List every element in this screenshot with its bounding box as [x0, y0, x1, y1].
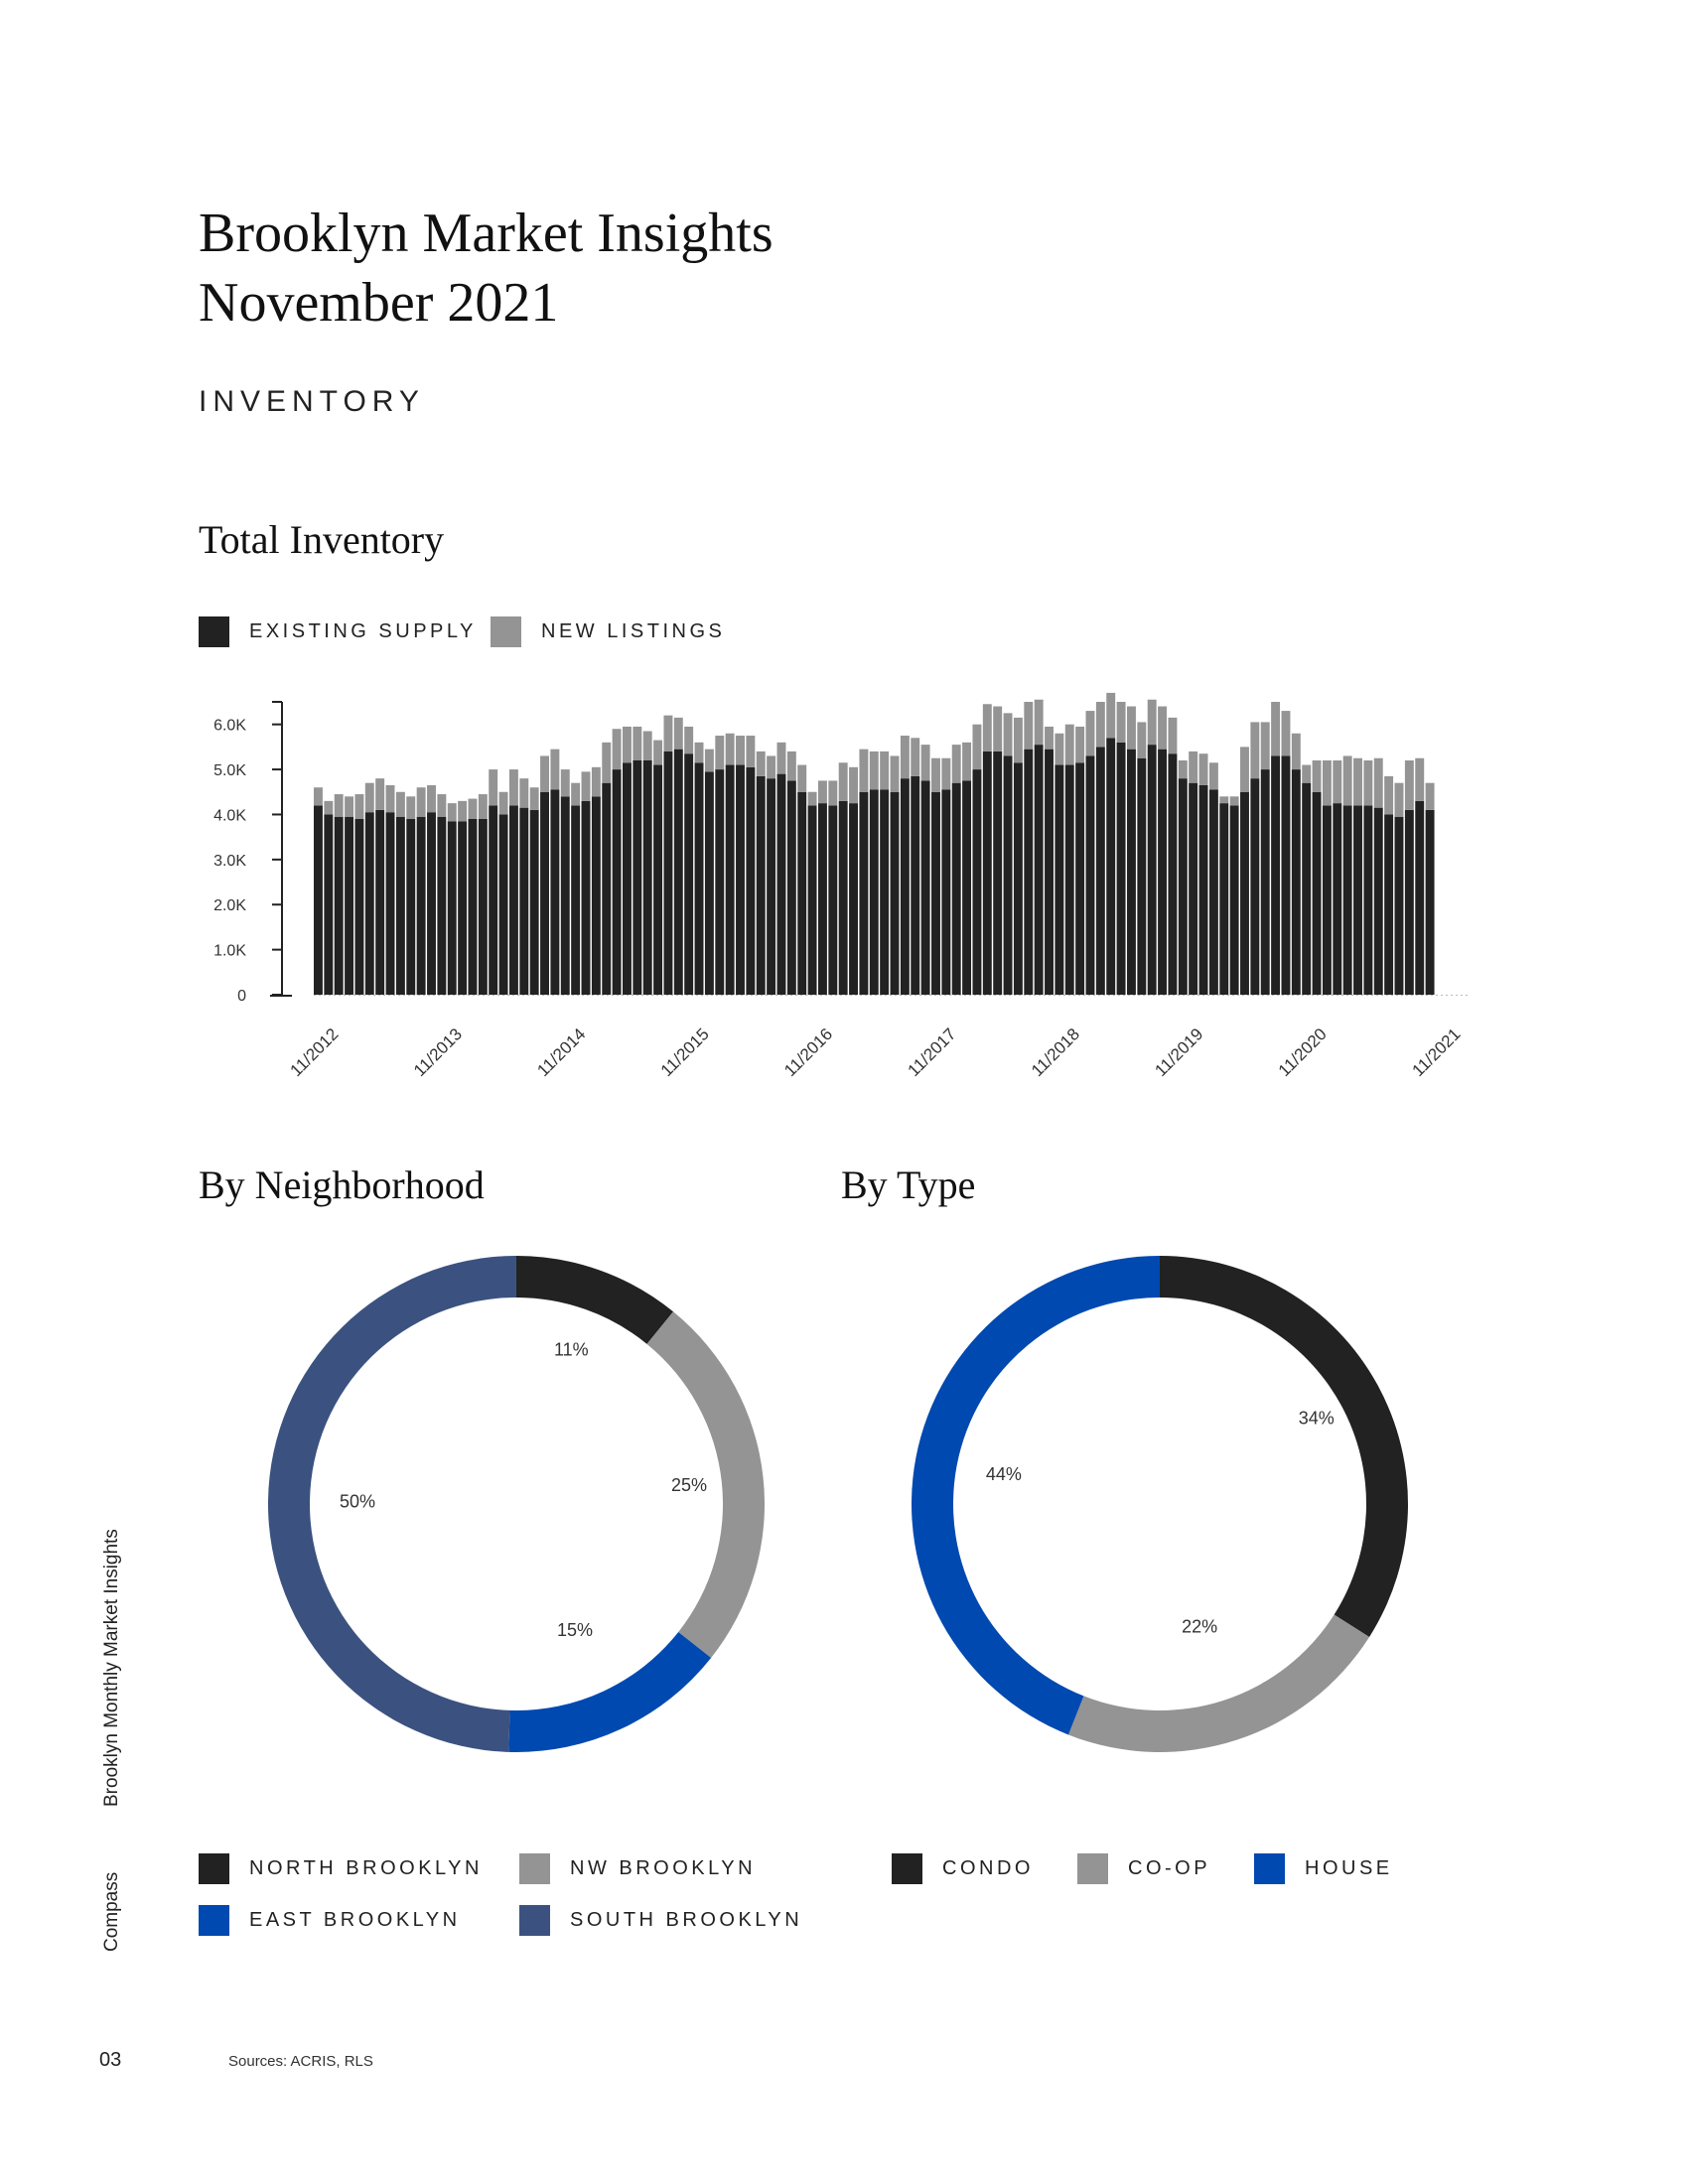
bar-existing-supply — [746, 767, 755, 995]
bar-existing-supply — [582, 801, 591, 995]
bar-existing-supply — [1189, 783, 1197, 995]
legend-swatch — [892, 1853, 922, 1884]
legend-label: EXISTING SUPPLY — [249, 620, 477, 642]
bar-existing-supply — [386, 812, 395, 995]
bar-new-listings — [1395, 783, 1404, 817]
bar-existing-supply — [1384, 814, 1393, 995]
bar-new-listings — [839, 762, 848, 801]
bar-existing-supply — [1230, 805, 1239, 995]
bar-existing-supply — [993, 751, 1002, 995]
bar-new-listings — [1199, 753, 1208, 785]
heading-by-neighborhood: By Neighborhood — [199, 1162, 485, 1207]
bar-new-listings — [870, 751, 879, 790]
bar-new-listings — [1292, 734, 1301, 769]
bar-new-listings — [1250, 722, 1259, 778]
donut-value-label: 25% — [670, 1474, 707, 1495]
bar-existing-supply — [1137, 758, 1146, 995]
x-tick-label: 11/2016 — [780, 1024, 837, 1081]
bar-new-listings — [1024, 702, 1033, 750]
sidebar-brand: Compass — [101, 1871, 122, 1952]
legend-east-brooklyn — [199, 1905, 461, 1936]
legend-label: NW BROOKLYN — [570, 1857, 757, 1879]
bar-new-listings — [726, 734, 735, 765]
bar-existing-supply — [509, 805, 518, 995]
bar-existing-supply — [448, 821, 457, 995]
bar-new-listings — [1219, 796, 1228, 803]
y-tick-label: 0 — [237, 988, 246, 1005]
bar-new-listings — [1282, 711, 1291, 755]
bar-existing-supply — [623, 762, 632, 995]
sources-note: Sources: ACRIS, RLS — [228, 2053, 373, 2070]
bar-existing-supply — [1405, 810, 1414, 995]
bar-new-listings — [509, 769, 518, 805]
bar-existing-supply — [592, 796, 601, 995]
bar-new-listings — [684, 727, 693, 753]
bar-new-listings — [849, 767, 858, 803]
bar-existing-supply — [1117, 743, 1126, 995]
heading-by-type: By Type — [841, 1162, 976, 1207]
bar-existing-supply — [859, 792, 868, 995]
bar-existing-supply — [458, 821, 467, 995]
bar-new-listings — [705, 750, 714, 772]
bar-existing-supply — [674, 750, 683, 995]
bar-existing-supply — [828, 805, 837, 995]
bar-new-listings — [386, 785, 395, 812]
bar-existing-supply — [1055, 765, 1063, 995]
bar-existing-supply — [437, 817, 446, 995]
bar-new-listings — [901, 736, 910, 778]
donut-slice-south-brooklyn — [268, 1256, 516, 1752]
bar-existing-supply — [931, 792, 940, 995]
bar-new-listings — [952, 745, 961, 783]
bar-existing-supply — [469, 819, 478, 995]
bar-new-listings — [540, 755, 549, 791]
bar-new-listings — [1179, 760, 1188, 778]
bar-new-listings — [1168, 718, 1177, 753]
bar-new-listings — [1363, 760, 1372, 805]
page-number: 03 — [99, 2049, 122, 2071]
bar-new-listings — [797, 765, 806, 792]
bar-new-listings — [345, 796, 353, 816]
bar-existing-supply — [417, 817, 426, 995]
legend-nw-brooklyn — [519, 1853, 756, 1884]
bar-existing-supply — [1004, 755, 1013, 995]
legend-label: CO-OP — [1128, 1857, 1211, 1879]
bar-new-listings — [1127, 707, 1136, 750]
bar-new-listings — [911, 738, 919, 776]
bar-new-listings — [818, 780, 827, 803]
bar-new-listings — [972, 725, 981, 769]
bar-new-listings — [314, 787, 323, 805]
bar-existing-supply — [1096, 747, 1105, 995]
bar-new-listings — [324, 801, 333, 815]
bar-existing-supply — [787, 780, 796, 995]
bar-existing-supply — [1199, 785, 1208, 995]
bar-existing-supply — [736, 765, 745, 995]
bar-existing-supply — [880, 790, 889, 996]
bar-existing-supply — [921, 780, 930, 995]
bar-existing-supply — [818, 803, 827, 995]
legend-north-brooklyn — [199, 1853, 483, 1884]
bar-new-listings — [1096, 702, 1105, 747]
bar-new-listings — [1065, 725, 1074, 765]
y-tick-label: 3.0K — [213, 852, 246, 870]
donut-slice-east-brooklyn — [508, 1632, 711, 1752]
y-tick-label: 6.0K — [213, 717, 246, 735]
bar-new-listings — [1323, 760, 1332, 805]
y-tick-label: 5.0K — [213, 762, 246, 780]
title-line-1: Brooklyn Market Insights — [199, 203, 774, 264]
bar-new-listings — [479, 794, 488, 819]
bar-existing-supply — [561, 796, 570, 995]
bar-existing-supply — [911, 776, 919, 995]
bar-existing-supply — [1086, 755, 1095, 995]
bar-existing-supply — [1158, 750, 1167, 995]
bar-new-listings — [1117, 702, 1126, 743]
legend-label: EAST BROOKLYN — [249, 1909, 461, 1931]
bar-new-listings — [695, 743, 704, 762]
bar-new-listings — [1426, 783, 1435, 810]
bar-new-listings — [1209, 762, 1218, 789]
bar-existing-supply — [839, 801, 848, 995]
bar-new-listings — [582, 771, 591, 801]
donut-slice-north-brooklyn — [516, 1256, 673, 1344]
bar-new-listings — [448, 803, 457, 821]
bar-new-listings — [396, 792, 405, 817]
legend-label: NORTH BROOKLYN — [249, 1857, 483, 1879]
bar-existing-supply — [952, 783, 961, 995]
bar-new-listings — [427, 785, 436, 812]
legend-condo — [892, 1853, 1034, 1884]
bar-new-listings — [1148, 700, 1157, 745]
bar-new-listings — [921, 745, 930, 780]
bar-existing-supply — [1045, 750, 1054, 995]
x-tick-label: 11/2014 — [533, 1024, 590, 1081]
bar-new-listings — [983, 704, 992, 751]
bar-existing-supply — [901, 778, 910, 995]
bar-existing-supply — [1065, 765, 1074, 995]
bar-new-listings — [1343, 755, 1352, 805]
donut-value-label: 50% — [340, 1491, 376, 1512]
bar-existing-supply — [1313, 792, 1322, 995]
bar-existing-supply — [365, 812, 374, 995]
bar-existing-supply — [571, 805, 580, 995]
donut-slice-co-op — [1068, 1614, 1369, 1752]
bar-existing-supply — [489, 805, 497, 995]
bar-new-listings — [808, 792, 817, 806]
legend-swatch — [519, 1853, 550, 1884]
bar-existing-supply — [1148, 745, 1157, 995]
bar-new-listings — [1004, 713, 1013, 755]
bar-new-listings — [375, 778, 384, 810]
section-label-inventory: INVENTORY — [199, 385, 425, 418]
bar-existing-supply — [519, 808, 528, 995]
bar-existing-supply — [797, 792, 806, 995]
bar-existing-supply — [695, 762, 704, 995]
y-tick-label: 4.0K — [213, 807, 246, 825]
legend-co-op — [1077, 1853, 1210, 1884]
type-donut-chart — [902, 1246, 1418, 1762]
bar-existing-supply — [1292, 769, 1301, 995]
bar-new-listings — [1055, 734, 1063, 765]
bar-new-listings — [335, 794, 344, 817]
bar-new-listings — [633, 727, 641, 760]
bar-new-listings — [674, 718, 683, 750]
bar-existing-supply — [715, 769, 724, 995]
bar-existing-supply — [643, 760, 652, 995]
bar-new-listings — [653, 741, 662, 765]
bar-new-listings — [1035, 700, 1044, 745]
bar-new-listings — [1075, 727, 1084, 762]
bar-new-listings — [417, 787, 426, 817]
legend-swatch — [1254, 1853, 1285, 1884]
bar-new-listings — [715, 736, 724, 769]
bar-new-listings — [571, 783, 580, 806]
bar-new-listings — [931, 758, 940, 792]
bar-new-listings — [880, 751, 889, 790]
y-tick-label: 1.0K — [213, 942, 246, 960]
bar-existing-supply — [314, 805, 323, 995]
bar-existing-supply — [1282, 755, 1291, 995]
bar-existing-supply — [530, 810, 539, 995]
x-tick-label: 11/2013 — [409, 1024, 466, 1081]
bar-existing-supply — [1219, 803, 1228, 995]
bar-existing-supply — [345, 817, 353, 995]
bar-new-listings — [469, 799, 478, 819]
bar-new-listings — [663, 716, 672, 751]
bar-new-listings — [1240, 747, 1249, 791]
bar-existing-supply — [870, 790, 879, 996]
x-tick-label: 11/2012 — [286, 1024, 343, 1081]
bar-existing-supply — [1271, 755, 1280, 995]
bar-existing-supply — [396, 817, 405, 995]
x-tick-label: 11/2020 — [1274, 1024, 1331, 1081]
donut-value-label: 44% — [985, 1464, 1022, 1485]
x-tick-label: 11/2018 — [1027, 1024, 1083, 1081]
bar-new-listings — [1261, 722, 1270, 769]
bar-new-listings — [602, 743, 611, 783]
bar-existing-supply — [427, 812, 436, 995]
x-tick-label: 11/2015 — [656, 1024, 713, 1081]
bar-existing-supply — [1209, 790, 1218, 996]
bar-existing-supply — [1250, 778, 1259, 995]
bar-existing-supply — [1323, 805, 1332, 995]
y-tick-label: 2.0K — [213, 897, 246, 915]
bar-existing-supply — [891, 792, 900, 995]
legend-swatch — [199, 1905, 229, 1936]
bar-new-listings — [643, 732, 652, 761]
bar-new-listings — [613, 729, 622, 769]
bar-existing-supply — [1179, 778, 1188, 995]
donut-value-label: 15% — [557, 1619, 594, 1640]
bar-new-listings — [1230, 796, 1239, 805]
bar-existing-supply — [1075, 762, 1084, 995]
legend-swatch — [519, 1905, 550, 1936]
legend-house — [1254, 1853, 1393, 1884]
legend-label: CONDO — [942, 1857, 1034, 1879]
bar-new-listings — [1045, 727, 1054, 750]
bar-existing-supply — [1426, 810, 1435, 995]
bar-new-listings — [757, 751, 766, 776]
bar-existing-supply — [540, 792, 549, 995]
legend-label: NEW LISTINGS — [541, 620, 726, 642]
x-tick-label: 11/2021 — [1408, 1024, 1465, 1081]
donut-value-label: 11% — [554, 1339, 589, 1360]
bar-existing-supply — [1363, 805, 1372, 995]
bar-existing-supply — [983, 751, 992, 995]
bar-existing-supply — [550, 790, 559, 996]
bar-existing-supply — [354, 819, 363, 995]
bar-existing-supply — [1035, 745, 1044, 995]
bar-new-listings — [592, 767, 601, 797]
bar-new-listings — [1158, 707, 1167, 750]
donut-slice-condo — [1160, 1256, 1408, 1637]
bar-new-listings — [1415, 758, 1424, 801]
bar-existing-supply — [1353, 805, 1362, 995]
bar-existing-supply — [684, 753, 693, 995]
bar-new-listings — [1271, 702, 1280, 755]
bar-new-listings — [489, 769, 497, 805]
bar-new-listings — [1384, 776, 1393, 815]
bar-new-listings — [767, 755, 775, 778]
bar-existing-supply — [499, 814, 508, 995]
legend-label: HOUSE — [1305, 1857, 1393, 1879]
bar-existing-supply — [663, 751, 672, 995]
legend-swatch — [199, 1853, 229, 1884]
bar-existing-supply — [705, 771, 714, 995]
bar-existing-supply — [777, 774, 786, 995]
bar-new-listings — [1014, 718, 1023, 762]
bar-existing-supply — [1127, 750, 1136, 995]
legend-swatch — [1077, 1853, 1108, 1884]
bar-new-listings — [354, 794, 363, 819]
bar-existing-supply — [1374, 808, 1383, 995]
bar-existing-supply — [633, 760, 641, 995]
bar-existing-supply — [962, 780, 971, 995]
bar-new-listings — [962, 743, 971, 781]
x-tick-label: 11/2017 — [904, 1024, 960, 1081]
bar-existing-supply — [767, 778, 775, 995]
bar-new-listings — [1374, 758, 1383, 808]
bar-existing-supply — [849, 803, 858, 995]
bar-existing-supply — [602, 783, 611, 995]
neighborhood-donut-chart — [258, 1246, 774, 1762]
bar-existing-supply — [1168, 753, 1177, 995]
bar-new-listings — [458, 801, 467, 821]
bar-new-listings — [859, 750, 868, 792]
bar-existing-supply — [1014, 762, 1023, 995]
bar-existing-supply — [406, 819, 415, 995]
bar-existing-supply — [1261, 769, 1270, 995]
bar-existing-supply — [972, 769, 981, 995]
bar-new-listings — [561, 769, 570, 796]
legend-label: SOUTH BROOKLYN — [570, 1909, 803, 1931]
legend-south-brooklyn — [519, 1905, 802, 1936]
bar-existing-supply — [1024, 750, 1033, 995]
bar-new-listings — [1189, 751, 1197, 783]
bar-existing-supply — [1302, 783, 1311, 995]
bar-existing-supply — [1106, 738, 1115, 995]
bar-existing-supply — [613, 769, 622, 995]
bar-new-listings — [499, 792, 508, 815]
bar-existing-supply — [1395, 817, 1404, 995]
bar-existing-supply — [1415, 801, 1424, 995]
bar-new-listings — [1353, 758, 1362, 806]
donut-value-label: 34% — [1298, 1408, 1335, 1429]
bar-new-listings — [519, 778, 528, 808]
bar-existing-supply — [757, 776, 766, 995]
bar-new-listings — [530, 787, 539, 810]
bar-new-listings — [1405, 760, 1414, 810]
donut-value-label: 22% — [1182, 1616, 1218, 1637]
bar-new-listings — [746, 736, 755, 767]
bar-new-listings — [1333, 760, 1341, 803]
title-line-2: November 2021 — [199, 272, 559, 334]
bar-new-listings — [406, 796, 415, 819]
bar-new-listings — [1086, 711, 1095, 755]
bar-new-listings — [1137, 722, 1146, 757]
bar-new-listings — [1106, 693, 1115, 738]
bar-new-listings — [550, 750, 559, 790]
bar-existing-supply — [1333, 803, 1341, 995]
heading-total-inventory: Total Inventory — [199, 517, 445, 562]
bar-new-listings — [777, 743, 786, 774]
x-tick-label: 11/2019 — [1151, 1024, 1207, 1081]
bar-existing-supply — [335, 817, 344, 995]
bar-new-listings — [1313, 760, 1322, 792]
sidebar-report-name: Brooklyn Monthly Market Insights — [101, 1529, 122, 1807]
bar-new-listings — [787, 751, 796, 781]
bar-new-listings — [736, 736, 745, 765]
bar-existing-supply — [324, 814, 333, 995]
bar-new-listings — [828, 780, 837, 805]
bar-existing-supply — [1343, 805, 1352, 995]
bar-new-listings — [1302, 765, 1311, 783]
bar-existing-supply — [653, 765, 662, 995]
bar-new-listings — [365, 783, 374, 813]
bar-new-listings — [437, 794, 446, 817]
bar-existing-supply — [479, 819, 488, 995]
bar-existing-supply — [1240, 792, 1249, 995]
bar-existing-supply — [808, 805, 817, 995]
bar-new-listings — [623, 727, 632, 762]
bar-existing-supply — [726, 765, 735, 995]
bar-new-listings — [993, 707, 1002, 751]
bar-existing-supply — [375, 810, 384, 995]
bar-new-listings — [941, 758, 950, 790]
bar-existing-supply — [941, 790, 950, 996]
donut-slice-house — [912, 1256, 1160, 1734]
bar-new-listings — [891, 755, 900, 791]
